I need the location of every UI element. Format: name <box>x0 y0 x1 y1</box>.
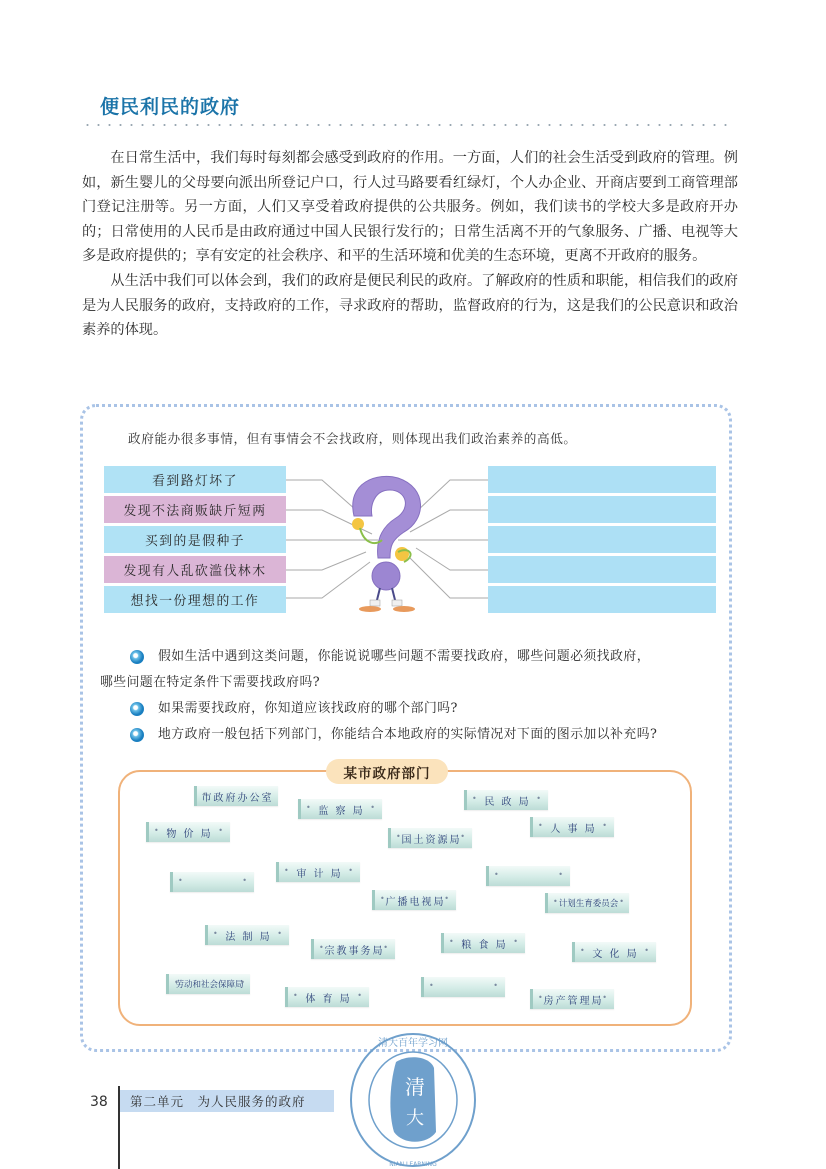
question-item: 地方政府一般包括下列部门，你能结合本地政府的实际情况对下面的图示加以补充吗? <box>100 722 730 748</box>
department-tag-blank[interactable] <box>170 872 254 892</box>
body-text <box>82 146 738 343</box>
department-tag: • 劳动和社会保障局 • <box>166 974 250 994</box>
svg-text:NIAN LEARNING: NIAN LEARNING <box>389 1161 437 1168</box>
answer-slot[interactable] <box>488 526 716 553</box>
department-tag: • 粮 食 局 • <box>441 933 525 953</box>
bullet-icon <box>130 702 144 716</box>
svg-text:清: 清 <box>405 1075 425 1099</box>
department-tag: • 文 化 局 • <box>572 942 656 962</box>
answer-slot[interactable] <box>488 466 716 493</box>
department-tag: • 国土资源局 • <box>388 828 472 848</box>
situation-card: 发现有人乱砍滥伐林木 <box>104 556 286 583</box>
department-tag: • 计划生育委员会 • <box>545 893 629 913</box>
activity-intro: 政府能办很多事情，但有事情会不会找政府，则体现出我们政治素养的高低。 <box>128 431 577 446</box>
situation-card: 看到路灯坏了 <box>104 466 286 493</box>
watermark-logo-icon <box>348 1032 478 1169</box>
department-tag-blank[interactable] <box>486 866 570 886</box>
situation-card: 发现不法商贩缺斤短两 <box>104 496 286 523</box>
department-tag: • 市政府办公室 • <box>194 786 278 806</box>
department-tag: • 房产管理局 • <box>530 989 614 1009</box>
situation-card: 想找一份理想的工作 <box>104 586 286 613</box>
paragraph: 在日常生活中，我们每时每刻都会感受到政府的作用。一方面，人们的社会生活受到政府的管理。例如，新生婴儿的父母要向派出所登记户口，行人过马路要看红绿灯，个人办企业、开商店要到工商管理部门登记注册等。另一方面，人们又享受着政府提供的公共服务。例如，我们读书的学校大多是政府开办的；日常使用的人民币是由政府通过中国人民银行发行的；日常生活离不开的气象服务、广播、电视等大多是政府提供的；享有安定的社会秩序、和平的生活环境和优美的生态环境，更离不开政府的服务。 <box>82 150 738 265</box>
answer-slot-list <box>488 466 716 616</box>
department-tag: • 审 计 局 • <box>276 862 360 882</box>
unit-label: 第二单元 为人民服务的政府 <box>120 1090 334 1112</box>
department-tag: • 广播电视局 • <box>372 890 456 910</box>
question-continuation: 哪些问题在特定条件下需要找政府吗? <box>100 675 321 690</box>
department-tag: • 宗教事务局 • <box>311 939 395 959</box>
department-tag: • 体 育 局 • <box>285 987 369 1007</box>
answer-slot[interactable] <box>488 586 716 613</box>
bullet-icon <box>130 728 144 742</box>
svg-text:大: 大 <box>406 1108 424 1129</box>
situation-list <box>104 466 286 616</box>
question-mark-mascot-icon <box>286 462 488 622</box>
answer-slot[interactable] <box>488 556 716 583</box>
question-item: 假如生活中遇到这类问题，你能说说哪些问题不需要找政府，哪些问题必须找政府， <box>100 644 730 670</box>
department-tag: • 物 价 局 • <box>146 822 230 842</box>
department-tag-blank[interactable] <box>421 977 505 997</box>
department-tag: • 民 政 局 • <box>464 790 548 810</box>
department-panel-title: 某市政府部门 <box>326 759 448 784</box>
svg-text:清大百年学习网: 清大百年学习网 <box>378 1038 448 1049</box>
department-tag: • 人 事 局 • <box>530 817 614 837</box>
answer-slot[interactable] <box>488 496 716 523</box>
paragraph: 从生活中我们可以体会到，我们的政府是便民利民的政府。了解政府的性质和职能，相信我们的政府是为人民服务的政府，支持政府的工作，寻求政府的帮助，监督政府的行为，这是我们的公民意识和政治素养的体现。 <box>82 272 738 339</box>
page-number: 38 <box>90 1094 108 1110</box>
dotted-divider <box>82 124 732 126</box>
department-tag: • 监 察 局 • <box>298 799 382 819</box>
section-title: 便民利民的政府 <box>100 96 241 118</box>
bullet-icon <box>130 650 144 664</box>
question-list <box>100 644 730 748</box>
question-item: 如果需要找政府，你知道应该找政府的哪个部门吗? <box>100 696 730 722</box>
department-tag: • 法 制 局 • <box>205 925 289 945</box>
situation-card: 买到的是假种子 <box>104 526 286 553</box>
